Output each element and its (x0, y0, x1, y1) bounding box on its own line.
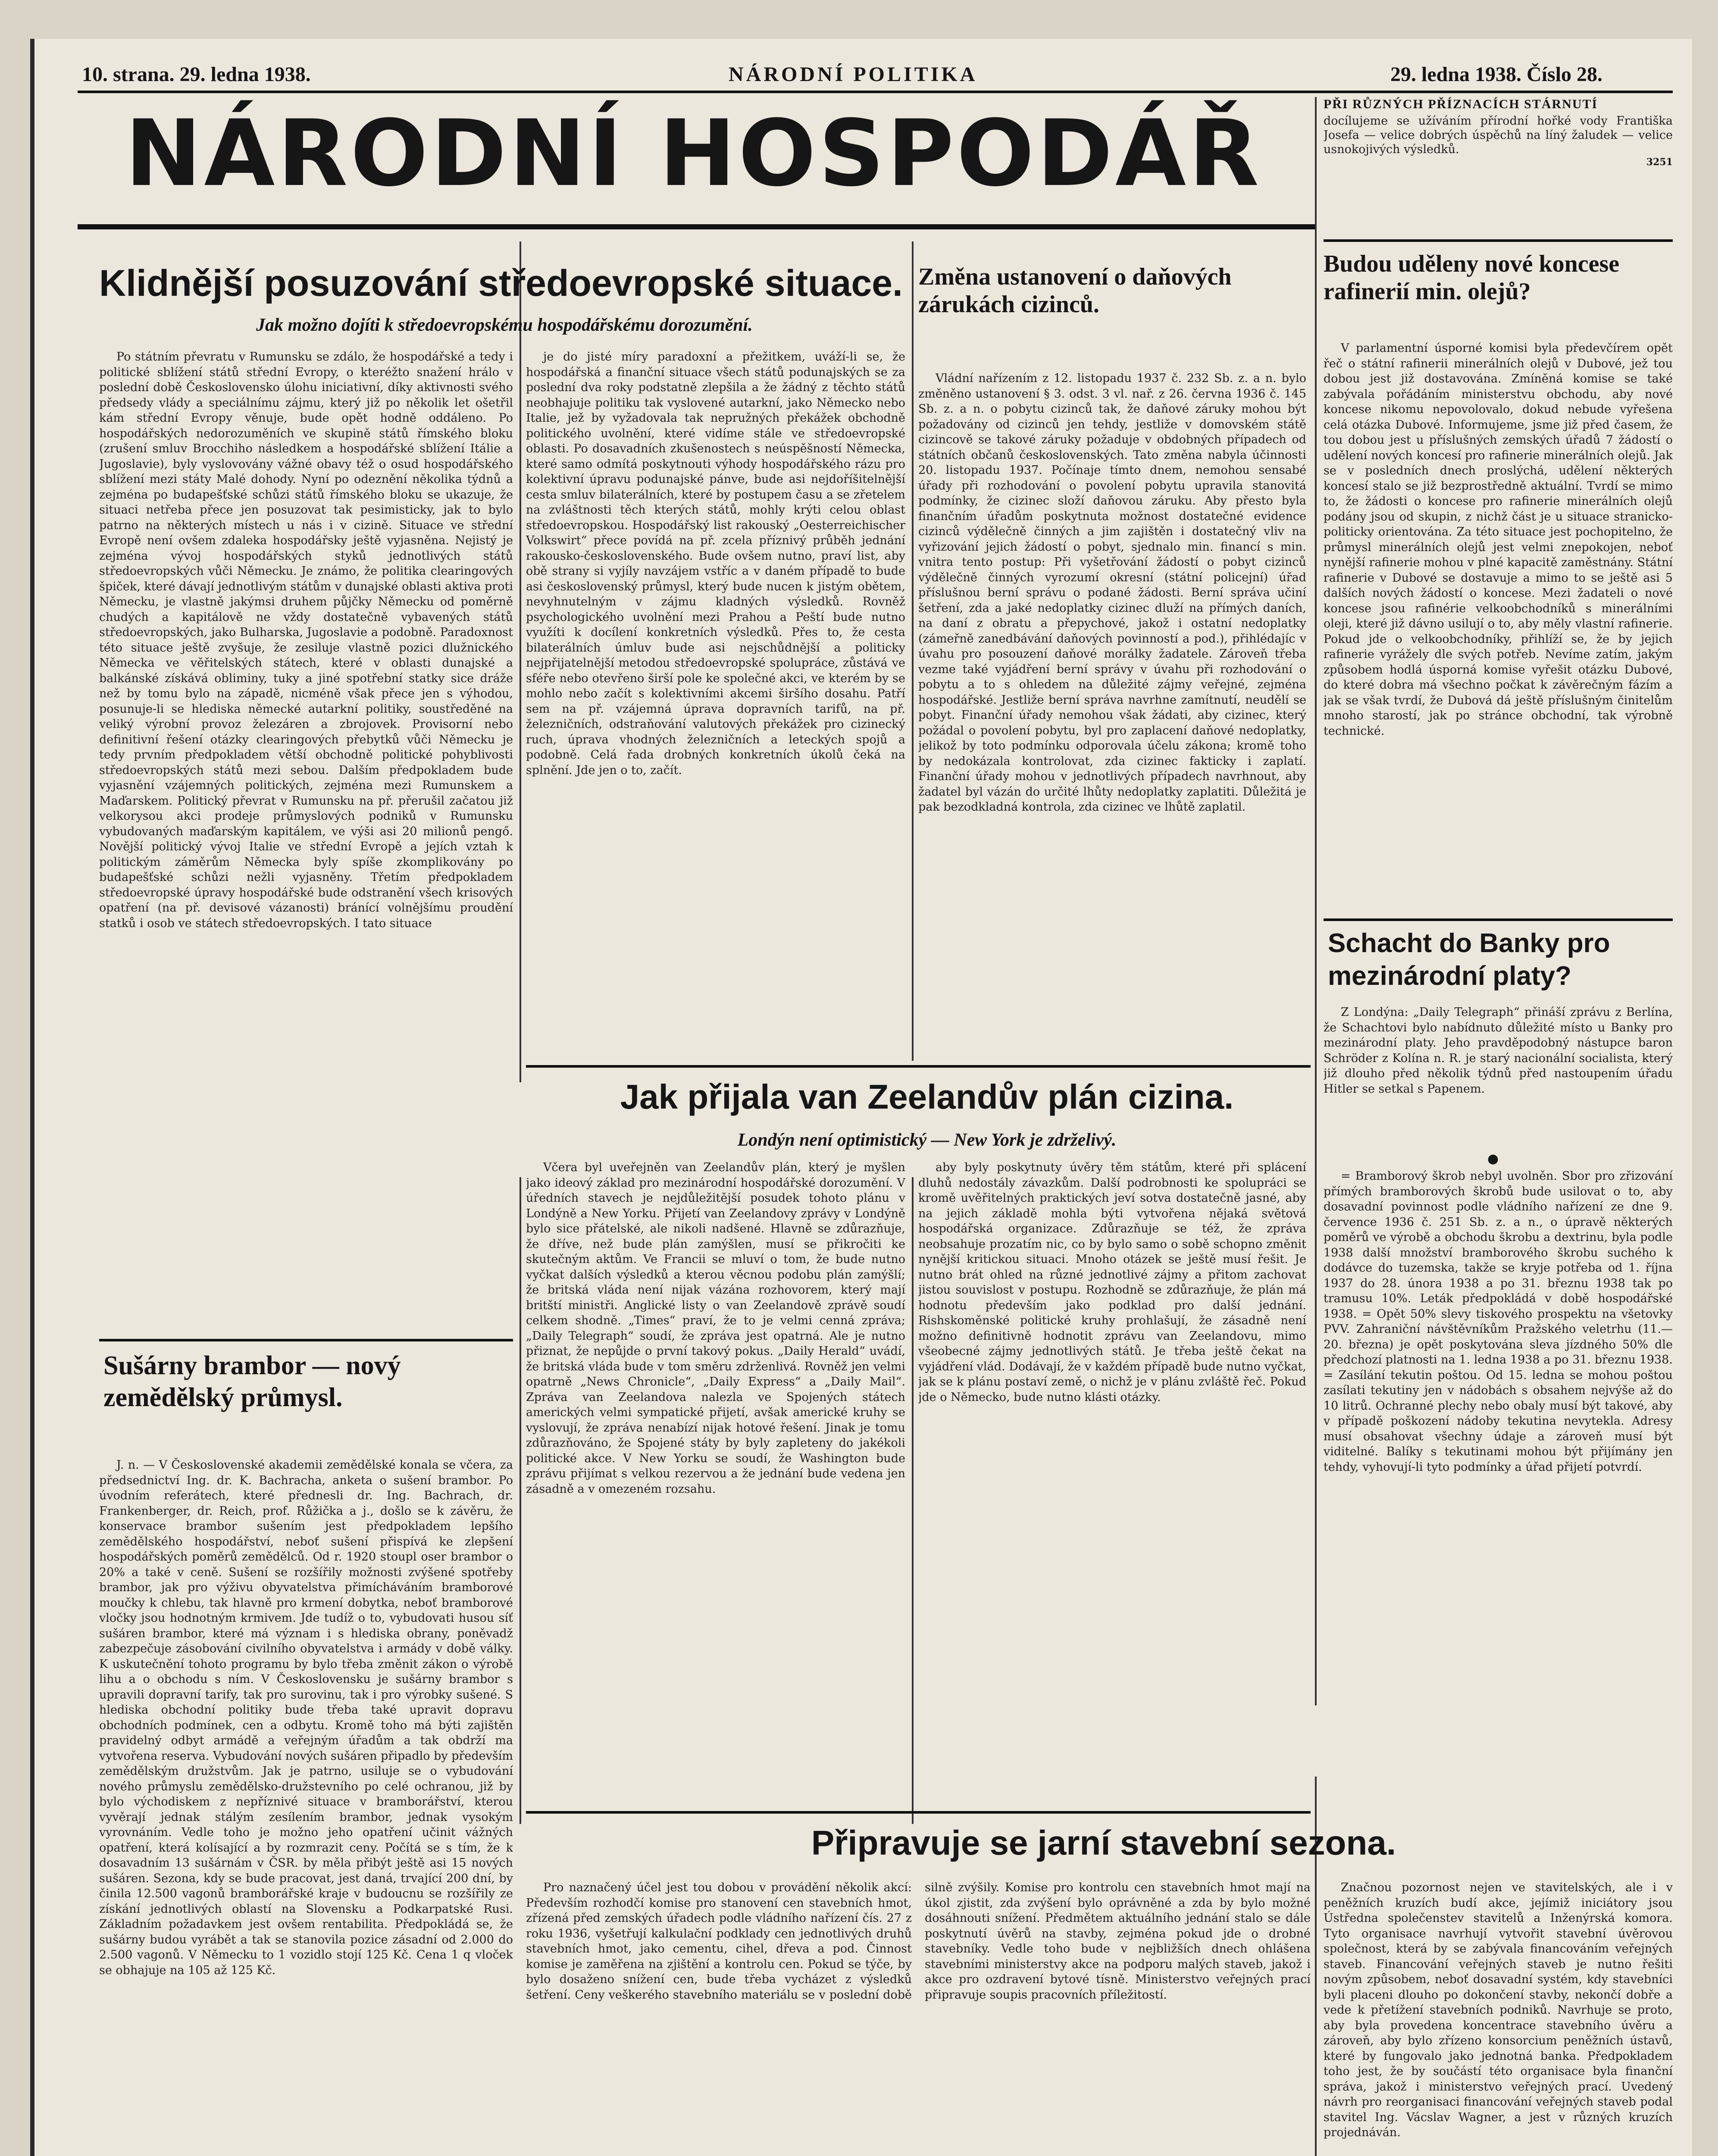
ornament-icon: ● (1487, 1151, 1499, 1166)
article-text: je do jisté míry paradoxní a přežitkem, uváží-li se, že hospodářská a finanční situace všech států podunajských se za poslední dva roky podstatně zlepšila a že žádný z těchto států neobhajuje politiku tak vyslovené autarkní, jako Německo nebo Italie, jež by vyžadovala tak nepružných překážek obchodně politického uvolnění, které vidíme stále ve středoevropské oblasti. Po dosavadních zkušenostech s neúspěšností Německa, které samo odmítá poskytnouti výhody hospodářského rázu pro kolektivní úpravu podunajské pánve, bude asi nejdoříšitelnější cesta smluv bilaterálních, které by postupem času a se zřetelem na zvláštnosti těch kterých států, mohly krýti celou oblast středoevropskou. Hospodářský list rakouský „Oesterreichischer Volkswirt“ přece povídá na př. zcela příznivý průběh jednání rakousko-československého. Bude ovšem nutno, praví list, aby obě strany si vyjíly navzájem vstříc a v daném případě to bude asi československý průmysl, který bude nucen k jistým obětem, nevyhnutelným v zájmu kladných výsledků. Rovněž psychologického uvolnění mezi Prahou a Peští bude nutno využíti k docílení konkretních výsledků. Přes to, že cesta bilaterálních úmluv bude asi nejschůdnější a politicky nejpřijatelnější metodou středoevropské spolupráce, zůstává ve sféře nebo otevřeno širší pole ke společné akci, ve kterém by se mohlo nebo začít s kolektivními akcemi širšího dosahu. Patří sem na př. vzájemná úprava dopravních tarifů, na př. železničních, odstraňování valutových překážek pro cizinecký ruch, úprava vhodných železničních a leteckých spojů a podobně. Celá řada drobných konkretních úkolů čeká na splnění. Jde jen o to, začít. (526, 350, 905, 777)
ad-title: PŘI RŮZNÝCH PŘÍZNACÍCH STÁRNUTÍ (1324, 97, 1598, 111)
ad-text: docílujeme se užíváním přírodní hořké vody Františka Josefa — velice dobrých úspěchů na líný žaludek — velice usnokojivých výsledků. (1324, 114, 1673, 156)
section-rule (99, 1339, 513, 1341)
article-title: Schacht do Banky pro mezinárodní platy? (1328, 928, 1610, 991)
column-rule (912, 1177, 914, 1824)
article-text: Pro naznačený účel jest tou dobou v provádění několik akcí: Především rozhodčí komise pro stanovení cen stavebních hmot, zřízená před zemských úřadech podle vládního nařízení čís. 27 z roku 1936, vyšetřují kalkulační podklady cen jednotlivých druhů stavebních hmot, jako cementu, cihel, dřeva a pod. Činnost komise je zaměřena na zjištění a kontrolu cen. Pokud se týče, by bylo dosaženo snížení cen, bude třeba vycházet z výsledků šetření. Ceny veškerého stavebního materiálu se v poslední době silně zvýšily. Komise pro kontrolu cen stavebních hmot mají na úkol zjistit, zda zvýšení bylo oprávněné a zda by bylo možné dosáhnouti snížení. Předmětem aktuálního jednání stalo se dále poskytnutí úvěrů na stavby, zejména pokud jde o drobné stavebníky. Vedle toho bude v nejbližších dnech ohlášena stavebními ministerstvy akce na podporu malých staveb, jakož i akce pro ozdravení bytové tísně. Ministerstvo veřejných prací připravuje soupis pracovních příležitostí. (526, 1881, 1311, 2002)
article-text: = Bramborový škrob nebyl uvolněn. Sbor pro zřizování přímých bramborových škrobů bude usilovat o to, aby dosavadní povinnost podle vládního nařízení ze dne 9. července 1936 č. 251 Sb. z. a n., o úpravě některých poměrů ve výrobě a obchodu škrobu a dextrinu, byla podle 1938 další množství bramborového škrobu suchého k dodávce do tuzemska, takže se kryje potřeba od 1. října 1937 do 28. února 1938 a po 31. březnu 1938 tak po tramusu 10%. Leták předpokládá v době hospodářské 1938. = Opět 50% slevy tiskového prospektu na všetovky PVV. Zahraniční návštěvníkům Pražského veletrhu (11.—20. března) je opět poskytována sleva jízdného 50% dle předchozí platnosti na 1. ledna 1938 a po 31. březnu 1938. = Zasílání tekutin poštou. Od 15. ledna se mohou poštou zasílati tekutiny jen v nádobách s obsahem nejvýše až do 10 litrů. Ochranné plechy nebo obaly musí být takové, aby v případě poškození nádoby tekutina nevytekla. Adresy musí obsahovat všechny údaje a zároveň musí být viditelné. Balíky s tekutinami mohou být přijímány jen tehdy, vyhovují-li tyto podmínky a úřad přijetí potvrdí. (1324, 1169, 1673, 1474)
section-rule (1324, 918, 1673, 921)
article-text: Z Londýna: „Daily Telegraph“ přináší zprávu z Berlína, že Schachtovi bylo nabídnuto důležité místo u Banky pro mezinárodní platy. Jeho pravděpodobný nástupce baron Schröder z Kolína n. R. je starý nacionální socialista, který již dlouho před několik týdnů před nastoupením úřadu Hitler se setkal s Papenem. (1324, 1006, 1673, 1096)
ad-code: 3251 (1646, 156, 1673, 168)
article-text: Po státním převratu v Rumunsku se zdálo, že hospodářské a tedy i politické sblížení států střední Evropy, o kteréžto snažení hrálo v poslední době Československo úlohu iniciativní, díky aktivnosti svého předsedy vlády a speciálnímu zájmu, který již po několik let ošetřil kám střední Evropy věnuje, bude opět hodně oddáleno. Po hospodářských nedorozuměních ve skupině států římského bloku (zrušení smluv Brocchiho následkem a hospodářské sblížení Itálie a Jugoslavie), byly vyslovovány vážné obavy též o osud hospodářského sblížení mezi státy Malé dohody. Nyní po odeznění několika týdnů a zejména po budapešťské schůzi států římského bloku se ukazuje, že situaci netřeba přece jen posuzovat tak pesimisticky, jak to bylo patrno na některých místech u nás i v cizině. Situace ve střední Evropě není ovšem zdaleka hospodářsky ještě vyjasněna. Nejistý je zejména vývoj hospodářských styků jednotlivých států středoevropských vůči Německu. Je známo, že politika clearingových špiček, které dávají jednotlivým státům v dunajské oblasti aktiva proti Německu, je vlastně jakýmsi druhem půjčky Německu od poměrně chudých a kapitálově ne vždy dostatečně vybavených států středoevropských, jako Bulharska, Jugoslavie a podobně. Paradoxnost této situace ještě zvyšuje, že zesiluje vlastně pozici dlužnického Německa ve věřitelských státech, které v oblasti dunajské a balkánské získává obliminy, tuky a jiné spotřební statky sice dráže než by tomu bylo na západě, nicméně však přece jen s výhodou, posunuje-li se hlediska německé autarkní politiky, soustředěné na veliký výrobní provoz železáren a zbrojovek. Provisorní nebo definitivní řešení otázky clearingových přebytků vůči Německu je tedy prvním předpokladem větší obchodně politické pohyblivosti středoevropských států mezi sebou. Dalším předpokladem bude vyjasnění vzájemných politických, zejména mezi Rumunskem a Maďarskem. Politický převrat v Rumunsku na př. přerušil začatou již velkorysou akci prodeje průmyslových podniků v Rumunsku vybudovaných maďarským kapitálem, ve výši asi 20 milionů pengő. Novější politický vývoj Italie ve střední Evropě a jejích vztah k politickým záměrům Německa byly spíše zkomplikovány po budapešťské schůzi nežli vyjasněny. Třetím předpokladem středoevropské úpravy hospodářské bude odstranění všech krisových opatření (na př. devisové vázanosti) bránící volnějšímu proudění statků i osob ve státech středoevropských. I tato situace (99, 350, 513, 930)
newspaper-page (30, 39, 1692, 2156)
article-title: Změna ustanovení o daňových zárukách cizinců. (918, 263, 1232, 318)
article-text: Vládní nařízením z 12. listopadu 1937 č. 232 Sb. z. a n. bylo změněno ustanovení § 3. odst. 3 vl. nař. z 26. června 1936 č. 145 Sb. z. a n. o pobytu cizinců tak, že daňové záruky mohou být požadovány od cizinců jen tehdy, jestliže v domovském státě cizincově se takové záruky požaduje v obdobných případech od státních občanů československých. Tato změna nabyla účinnosti 20. listopadu 1937. Počínaje tímto dnem, nemohou sensabé úřady při rozhodování o povolení pobytu upravila stanovitá podmínky, že cizinec složí daňovou záruku. Aby přesto byla finančním úřadům poskytnuta možnost dostatečné evidence cizinců výdělečně činných a jim zajištěn i dostatečný vliv na vyřizování jejich žádostí o pobyt, sjednalo min. financí s min. vnitra tento postup: Při vyšetřování žádostí o pobyt cizinců výdělečně činných vyrozumí okresní (státní policejní) úřad příslušnou berní správu o podané žádosti. Berní správa učiní šetření, zda a jaké nedoplatky cizinec dluží na přímých daních, na daní z obratu a přepychové, jakož i ostatní nedoplatky (zámeřně zanedbávání daňových povinností a pod.), přihlédajíc v úvahu pro posouzení daňové morálky žadatele. Zároveň třeba vezme také vyjádření berní správy v úvahu při rozhodování o pobytu a to s ohledem na důležité zájmy veřejné, zejména hospodářské. Jestliže berní správa navrhne zamítnutí, neudělí se pobyt. Finanční úřady nemohou však žádati, aby cizinec, který požádal o povolení pobytu, byl pro zaplacení daňové nedoplatky, jelikož by toto podmínku odporovala účelu zákona; kromě toho by nedokázala kontrolovat, zda cizinec fakticky i zaplatí. Finanční úřady mohou v jednotlivých případech navrhnout, aby žadatel byl vázán do určité lhůty nedoplatky zaplatiti. Důležitá je pak bezodkladná kontrola, zda cizinec ve lhůtě zaplatil. (918, 372, 1306, 814)
header-rule (78, 91, 1673, 93)
masthead: NÁRODNÍ HOSPODÁŘ (125, 100, 1262, 207)
article-title: Jak přijala van Zeelandův plán cizina. (620, 1078, 1234, 1116)
section-rule (526, 1811, 1311, 1814)
ad-box (1324, 97, 1673, 242)
article-title: Sušárny brambor — nový zemědělský průmysl. (103, 1351, 401, 1412)
header-center: NÁRODNÍ POLITIKA (729, 63, 978, 86)
article-text: J. n. — V Československé akademii zemědělské konala se včera, za předsednictví Ing. dr. K. Bachracha, anketa o sušení brambor. Po úvodním referátech, které přednesli dr. Ing. Bachrach, dr. Frankenberger, dr. Reich, prof. Růžička a j., došlo se k závěru, že konservace brambor sušením jest předpokladem lepšího zemědělského hospodářství, neboť sušení přispívá ke zlepšení hospodářských poměrů zemědělců. Od r. 1920 stoupl oser brambor o 20% a také v ceně. Sušení se rozšířily možnosti zvýšené spotřeby brambor, jak pro výživu obyvatelstva přimícháváním bramborové moučky k chlebu, tak hlavně pro krmení dobytka, neboť bramborové vločky jsou hodnotným krmivem. Jde tudíž o to, vybudovati husou síť sušáren brambor, které má význam i s hlediska obrany, poněvadž zabezpečuje zásobování civilního obyvatelstva i armády v době války. K uskutečnění tohoto programu by bylo třeba změnit zákon o výrobě lihu a o obchodu s ním. V Československu je sušárny brambor s upravili dopravní tarify, tak pro surovinu, tak i pro výrobky sušené. S hlediska obchodní politiky bude třeba také upravit dopravu obchodních podmínek, cen a odbytu. Kromě toho má býti zajištěn pravidelný odbyt armádě a veřejným úřadům a tak obdrží ma vytvořena reserva. Vybudování nových sušáren připadlo by především zemědělským družstvům. Jak je patrno, usiluje se o vybudování nového průmyslu zemědělsko-družstevního po celé ochranou, již by bylo východiskem z nepříznivé situace v bramborářství, kterou vyvěrají jednak stálým zesílením brambor, jednak vysokým vyrovnáním. Vedle toho je možno jeho opatření učinit vážných opatření, která kolísající a by rozmrazit ceny. Počítá se s tím, že k dosavadním 13 sušárnám v ČSR. by měla přibýt ještě asi 15 nových sušáren. Sezona, kdy se bude pracovat, jest daná, trvající 200 dní, by činila 12.500 vagonů bramborářské kraje v budoucnu se rozšířily ze získání jednotlivých oblastí na Slovensku a Podkarpatské Rusi. Základním požadavkem jest ovšem rentabilita. Předpokládá se, že sušárny budou vyrábět a tak se stanovila pozice zásadní od 2.000 do 2.500 vagonů. V Německu to 1 vozidlo stojí 125 Kč. Cena 1 q vloček se obhajuje na 105 až 125 Kč. (99, 1458, 513, 1977)
article-subtitle: Jak možno dojíti k středoevropskému hospodářskému dorozumění. (256, 315, 753, 335)
article-text: Značnou pozornost nejen ve stavitelských, ale i v peněžních kruzích budí akce, jejímiž iniciátory jsou Ústředna společenstev stavitelů a Inženýrská komora. Tyto organisace navrhují vytvořit stavební úvěrovou společnost, která by se zabývala financováním veřejných staveb. Financování veřejných staveb je nutno řešiti novým způsobem, neboť dosavadní systém, kdy stavebníci byli placeni dlouho po dokončení stavby, nekončí dobře a vede k přetížení stavebních podniků. Navrhuje se proto, aby byla provedena koncentrace stavebního úvěru a zároveň, aby bylo zřízeno konsorcium peněžních ústavů, které by fungovalo jako jednotná banka. Předpokladem toho jest, že by součástí této organisace byla finanční správa, jakož i ministerstvo veřejných prací. Uvedený návrh pro reorganisaci financování veřejných staveb podal stavitel Ing. Vácslav Wagner, a jest v různých kruzích projednáván. (1324, 1881, 1673, 2139)
column-rule (519, 241, 521, 1082)
header-left: 10. strana. 29. ledna 1938. (82, 63, 311, 86)
article-text: Včera byl uveřejněn van Zeelandův plán, který je myšlen jako ideový základ pro mezinárodní hospodářské dorozumění. V úředních stavech je nejdůležitější posudek tohoto plánu v Londýně a New Yorku. Přijetí van Zeelandovy zprávy v Londýně bylo sice přátelské, ale nikoli nadšené. Hlavně se zdůrazňuje, že dříve, než bude plán zamýšlen, musí se přikročiti ke skutečným aktům. Ve Francii se mluví o tom, že bude nutno vyčkat dalších výsledků a kterou věcnou podobu plán zamýšlí; že britská vláda není nijak vázána rozhovorem, který mají britští ministři. Anglické listy o van Zeelandově zprávě soudí celkem shodně. „Times“ praví, že to je velmi cenná zpráva; „Daily Telegraph“ soudí, že zpráva jest opatrná. Ale je nutno přiznat, že nepůjde o první takový pokus. „Daily Herald“ uvádí, že britská vláda bude v tom směru zdrženlivá. Rovněž jen velmi opatrně „News Chronicle“, „Daily Express“ a „Daily Mail“. Zpráva van Zeelandova nalezla ve Spojených státech amerických velmi sympatické přijetí, avšak americké kruhy se vyslovují, že zpráva nenabízí nijak hotové řešení. Jinak je tomu zdůrazňováno, že Spojené státy by byly zapleteny do jakékoli politické akce. V New Yorku se soudí, že Washington bude zprávu přijímat s velkou rezervou a že jednání bude vedena jen zásadně a v omezeném rozsahu. (526, 1161, 905, 1496)
masthead-rule (78, 224, 1315, 229)
article-title: Připravuje se jarní stavební sezona. (811, 1824, 1396, 1862)
article-subtitle: Londýn není optimistický — New York je zdrželivý. (737, 1130, 1117, 1150)
column-rule (912, 241, 914, 1061)
article-title: Budou uděleny nové koncese rafinerií min. olejů? (1324, 251, 1620, 305)
header-right: 29. ledna 1938. Číslo 28. (1390, 63, 1603, 86)
column-rule (519, 1177, 521, 1824)
column-rule (1315, 97, 1317, 1705)
article-text: aby byly poskytnuty úvěry těm státům, které při splácení dluhů nedostály závazkům. Další podrobnosti ke spolupráci se kromě uvěřitelných praktických jeví sotva dostatečně jasné, aby na jejich základě mohla býti vytvořena nějaká světová hospodářská organizace. Zdůrazňuje se též, že zpráva neobsahuje prozatím nic, co by bylo samo o sobě schopno změnit nynější kritickou situaci. Mnoho otázek se ještě musí řešit. Je nutno brát ohled na různé jednotlivé zájmy a přitom zachovat jistou souvislost v postupu. Rozhodně se zdůrazňuje, že plán má hodnotu především jako podklad pro další jednání. Rishskoměnské politické kruhy prohlašují, že zásadně není možno definitivně hodnotit zprávu van Zeelandovu, mimo všeobecné zájmy jednotlivých států. Je třeba ještě čekat na vyjádření vlád. Dodávají, že v každém případě bude nutno vyčkat, jak se k plánu postaví země, o nichž je v plánu zvláště řeč. Pokud jde o Německo, bude nutno klásti otázky. (918, 1161, 1306, 1404)
article-title: Klidnější posuzování středoevropské situace. (99, 263, 903, 304)
article-text: V parlamentní úsporné komisi byla předevčírem opět řeč o státní rafinerii minerálních olejů v Dubové, jež tou dobou jest již dostavována. Zmíněná komise se také zabývala pořádáním ministerstvu obchodu, aby nové koncese nikomu nepovolovalo, dokud nebude vyřešena celá otázka Dubové. Informujeme, jsme již před časem, že tou dobou jest u příslušných zemských úřadů 7 žádostí o udělení nových koncesí pro rafinerie minerálních olejů. Jak se v posledních dnech proslýchá, udělení některých koncesí stalo se již bezprostředně aktuální. Tvrdí se mimo to, že žádosti o koncese pro rafinerie minerálních olejů podány jsou od skupin, z nichž část je u situace stranicko-politicky orientována. Za této situace jest pochopitelno, že průmysl minerálních olejů jest velmi znepokojen, neboť nynější rafinerie mohou v plné kapacitě zaměstnány. Státní rafinerie v Dubové se dostavuje a mimo to se ještě asi 5 dalších nových žádostí o koncese. Mezi žadateli o nové koncese jsou rafinérie velkoobchodníků s minerálními oleji, které již dávno usilují o to, aby měly vlastní rafinerie. Pokud jde o velkoobchodníky, přihlíží se, že by jejich rafinerie vyrážely dle svých potřeb. Nevíme zatím, jakým způsobem hodlá úsporná komise vyřešit otázku Dubové, do které dobra má všechno počkat k závěrečným fázím a jak se však tvrdí, že Dubová dá ještě příslušným činitelům mnoho starostí, jak po stránce obchodní, tak výrobně technické. (1324, 342, 1673, 738)
section-rule (526, 1065, 1311, 1068)
